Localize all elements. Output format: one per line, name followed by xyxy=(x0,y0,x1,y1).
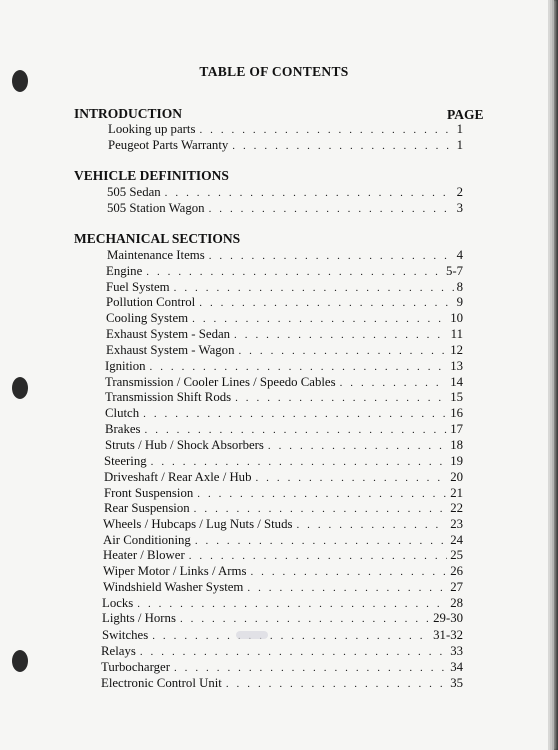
toc-entry xyxy=(104,454,463,469)
binder-hole xyxy=(12,650,28,672)
toc-entry-label: Locks xyxy=(102,596,134,610)
toc-entry-page: 2 xyxy=(456,185,463,199)
toc-entry xyxy=(102,628,463,643)
dot-leader xyxy=(234,328,448,343)
toc-entry xyxy=(103,564,463,579)
dot-leader xyxy=(143,407,447,422)
dot-leader xyxy=(226,677,447,692)
dot-leader xyxy=(140,645,447,660)
section-heading-mechanical-sections: MECHANICAL SECTIONS xyxy=(74,231,241,246)
toc-entry-page: 3 xyxy=(456,201,463,215)
dot-leader xyxy=(268,439,447,454)
toc-entry-page: 24 xyxy=(450,533,463,547)
toc-entry-page: 4 xyxy=(456,248,463,262)
toc-entry-page: 35 xyxy=(450,676,463,690)
toc-entry-label: Air Conditioning xyxy=(103,533,191,547)
toc-entry xyxy=(107,185,463,200)
dot-leader xyxy=(151,455,448,470)
toc-entry-page: 15 xyxy=(450,390,463,404)
toc-entry xyxy=(108,138,463,153)
toc-entry xyxy=(103,517,463,532)
dot-leader xyxy=(137,597,447,612)
toc-entry-label: Cooling System xyxy=(106,311,189,325)
toc-entry-page: 12 xyxy=(450,343,463,357)
dot-leader xyxy=(238,344,447,359)
toc-entry xyxy=(105,375,463,390)
section-heading-vehicle-definitions: VEHICLE DEFINITIONS xyxy=(74,168,229,183)
toc-entry xyxy=(107,201,463,216)
dot-leader xyxy=(174,281,454,296)
toc-entry-label: Ignition xyxy=(105,359,146,373)
toc-entry-page: 31-32 xyxy=(433,628,463,642)
section-heading-introduction: INTRODUCTION xyxy=(74,106,183,121)
dot-leader xyxy=(195,534,447,549)
toc-entry xyxy=(102,611,463,626)
toc-entry xyxy=(106,280,463,295)
toc-entry-label: Electronic Control Unit xyxy=(101,676,222,690)
toc-entry xyxy=(104,501,463,516)
toc-entry-page: 21 xyxy=(450,486,463,500)
dot-leader xyxy=(232,139,453,154)
toc-entry-label: Exhaust System - Sedan xyxy=(106,327,231,341)
toc-entry xyxy=(107,248,463,263)
toc-entry-label: Struts / Hub / Shock Absorbers xyxy=(105,438,264,452)
toc-entry xyxy=(105,390,463,405)
toc-entry-label: Front Suspension xyxy=(104,486,194,500)
toc-entry xyxy=(108,122,463,137)
toc-entry xyxy=(103,580,463,595)
toc-entry-label: Looking up parts xyxy=(108,122,196,136)
dot-leader xyxy=(296,518,447,533)
toc-entry-page: 17 xyxy=(450,422,463,436)
toc-entry xyxy=(103,533,463,548)
toc-entry-page: 1 xyxy=(456,138,463,152)
dot-leader xyxy=(199,296,453,311)
toc-entry-page: 28 xyxy=(450,596,463,610)
dot-leader xyxy=(194,502,448,517)
page-column-header: PAGE xyxy=(447,107,484,122)
toc-entry-label: Windshield Washer System xyxy=(103,580,244,594)
toc-entry xyxy=(105,406,463,421)
toc-entry-label: Steering xyxy=(104,454,147,468)
dot-leader xyxy=(209,202,454,217)
toc-entry-label: Exhaust System - Wagon xyxy=(106,343,235,357)
toc-entry xyxy=(106,264,463,279)
toc-entry xyxy=(105,438,463,453)
toc-entry-label: Switches xyxy=(102,628,149,642)
toc-entry-label: Turbocharger xyxy=(101,660,170,674)
toc-entry-label: Wheels / Hubcaps / Lug Nuts / Studs xyxy=(103,517,293,531)
toc-entry-label: Brakes xyxy=(105,422,141,436)
toc-entry xyxy=(102,596,463,611)
scan-smudge xyxy=(236,631,268,639)
toc-entry-page: 20 xyxy=(450,470,463,484)
toc-entry-page: 1 xyxy=(456,122,463,136)
toc-entry-label: Rear Suspension xyxy=(104,501,190,515)
toc-entry xyxy=(105,422,463,437)
toc-entry xyxy=(104,470,463,485)
toc-entry xyxy=(103,548,463,563)
binder-hole xyxy=(12,377,28,399)
dot-leader xyxy=(150,360,448,375)
toc-entry-page: 8 xyxy=(456,280,463,294)
toc-entry-page: 14 xyxy=(450,375,463,389)
toc-entry-label: Transmission / Cooler Lines / Speedo Cables xyxy=(105,375,336,389)
dot-leader xyxy=(255,471,447,486)
toc-entry-label: Peugeot Parts Warranty xyxy=(108,138,229,152)
toc-entry-label: Lights / Horns xyxy=(102,611,176,625)
toc-entry-page: 18 xyxy=(450,438,463,452)
toc-entry-label: Engine xyxy=(106,264,143,278)
dot-leader xyxy=(146,265,443,280)
toc-entry xyxy=(106,343,463,358)
toc-entry-label: Maintenance Items xyxy=(107,248,205,262)
toc-entry-page: 25 xyxy=(450,548,463,562)
toc-entry-label: Pollution Control xyxy=(106,295,196,309)
dot-leader xyxy=(189,549,447,564)
dot-leader xyxy=(199,123,453,138)
toc-entry xyxy=(101,644,463,659)
toc-entry-label: Heater / Blower xyxy=(103,548,185,562)
toc-entry xyxy=(106,295,463,310)
toc-entry-page: 27 xyxy=(450,580,463,594)
dot-leader xyxy=(235,391,447,406)
toc-entry-page: 33 xyxy=(450,644,463,658)
dot-leader xyxy=(209,249,454,264)
toc-entry xyxy=(105,359,463,374)
toc-entry-label: 505 Station Wagon xyxy=(107,201,205,215)
toc-entry-page: 16 xyxy=(450,406,463,420)
toc-entry-page: 29-30 xyxy=(433,611,463,625)
dot-leader xyxy=(165,186,454,201)
toc-entry xyxy=(106,311,463,326)
toc-entry-page: 22 xyxy=(450,501,463,515)
toc-entry-page: 11 xyxy=(450,327,463,341)
toc-entry-page: 5-7 xyxy=(445,264,463,278)
toc-entry-label: Driveshaft / Rear Axle / Hub xyxy=(104,470,252,484)
toc-entry-label: Relays xyxy=(101,644,136,658)
dot-leader xyxy=(174,661,447,676)
toc-entry xyxy=(101,676,463,691)
toc-entry-page: 10 xyxy=(450,311,463,325)
toc-entry-label: Transmission Shift Rods xyxy=(105,390,232,404)
dot-leader xyxy=(152,629,430,644)
dot-leader xyxy=(340,376,448,391)
toc-entry-page: 26 xyxy=(450,564,463,578)
dot-leader xyxy=(192,312,447,327)
toc-entry-label: Clutch xyxy=(105,406,140,420)
toc-entry-page: 23 xyxy=(450,517,463,531)
toc-entry xyxy=(106,327,463,342)
toc-entry-label: Wiper Motor / Links / Arms xyxy=(103,564,247,578)
toc-entry xyxy=(101,660,463,675)
toc-entry-page: 19 xyxy=(450,454,463,468)
toc-entry-label: 505 Sedan xyxy=(107,185,161,199)
dot-leader xyxy=(180,612,430,627)
page-title: TABLE OF CONTENTS xyxy=(199,64,349,79)
toc-entry-page: 9 xyxy=(456,295,463,309)
toc-entry-page: 34 xyxy=(450,660,463,674)
dot-leader xyxy=(247,581,447,596)
toc-entry-label: Fuel System xyxy=(106,280,170,294)
toc-entry xyxy=(104,486,463,501)
dot-leader xyxy=(197,487,447,502)
dot-leader xyxy=(250,565,447,580)
toc-entry-page: 13 xyxy=(450,359,463,373)
dot-leader xyxy=(145,423,448,438)
